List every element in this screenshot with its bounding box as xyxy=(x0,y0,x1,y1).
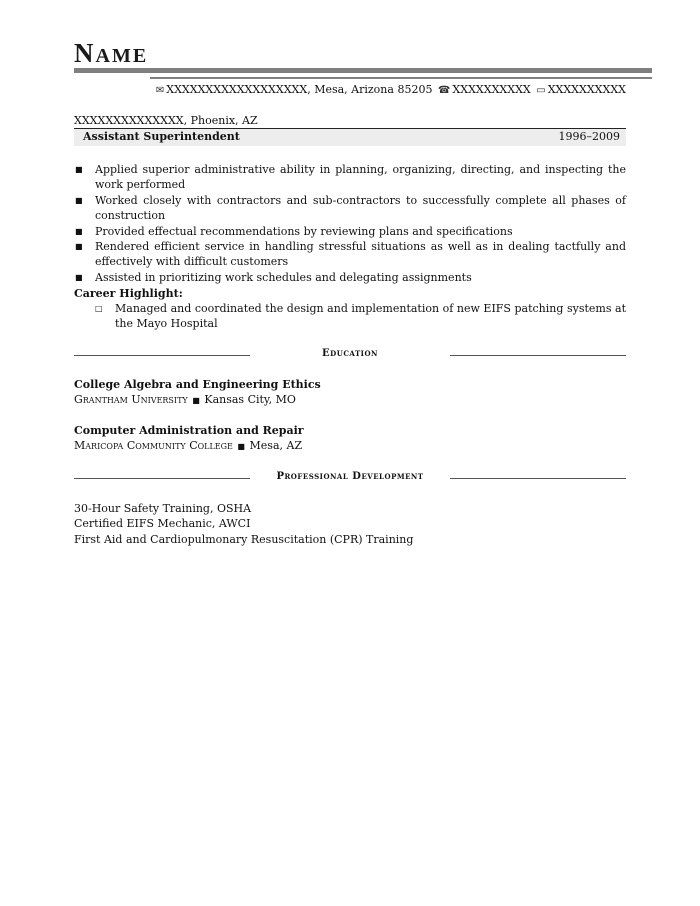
divider xyxy=(450,355,626,356)
career-highlight-item: □ Managed and coordinated the design and implementation of new EIFS patching systems at the Mayo Hospital xyxy=(95,302,626,331)
list-item: ■ Provided effectual recommendations by reviewing plans and specifications xyxy=(75,224,513,238)
education-course: College Algebra and Engineering Ethics xyxy=(74,378,321,391)
career-highlight-heading: Career Highlight: xyxy=(74,287,183,300)
square-bullet-icon: ■ xyxy=(75,242,83,252)
header-rule-thick xyxy=(74,68,652,73)
candidate-name: NAME xyxy=(74,38,149,68)
contact-email: XXXXXXXXXX xyxy=(547,83,626,96)
professional-development-heading: Professional Development xyxy=(74,470,626,484)
square-bullet-icon: ■ xyxy=(75,195,83,205)
duties-list xyxy=(74,162,626,285)
phone-icon: ☎ xyxy=(437,85,451,96)
separator-icon: ■ xyxy=(234,442,248,451)
professional-development-list xyxy=(74,501,413,547)
square-bullet-icon: ■ xyxy=(75,272,83,282)
separator-icon: ■ xyxy=(189,396,203,405)
list-item: ■ Applied superior administrative ability in planning, organizing, directing, and inspecting the work performed xyxy=(75,163,626,192)
job-dates: 1996–2009 xyxy=(558,130,620,143)
list-item: Certified EIFS Mechanic, AWCI xyxy=(74,517,251,531)
header-rule-thin xyxy=(150,77,652,79)
computer-icon: ▭ xyxy=(536,85,546,96)
contact-phone: XXXXXXXXXX xyxy=(452,83,531,96)
square-bullet-icon: ■ xyxy=(75,226,83,236)
list-item: ■ Worked closely with contractors and sub-contractors to successfully complete all phases of construction xyxy=(75,193,626,223)
envelope-icon: ✉ xyxy=(155,85,165,96)
hollow-square-bullet-icon: □ xyxy=(95,304,103,313)
list-item: ■ Rendered efficient service in handling stressful situations as well as in dealing tactfully and effectively with difficult customers xyxy=(75,240,626,269)
divider xyxy=(450,478,626,479)
contact-address: XXXXXXXXXXXXXXXXXX, Mesa, Arizona 85205 xyxy=(166,83,433,96)
employer-line: XXXXXXXXXXXXXX, Phoenix, AZ xyxy=(74,114,258,127)
job-title-bar xyxy=(74,128,626,146)
education-school-line: Maricopa Community College ■ Mesa, AZ xyxy=(74,439,303,452)
contact-line xyxy=(154,83,626,98)
education-school-line: Grantham University ■ Kansas City, MO xyxy=(74,393,296,406)
job-title: Assistant Superintendent xyxy=(83,130,240,143)
square-bullet-icon: ■ xyxy=(75,165,83,174)
education-course: Computer Administration and Repair xyxy=(74,424,304,437)
list-item: 30-Hour Safety Training, OSHA xyxy=(74,502,252,515)
list-item: ■ Assisted in prioritizing work schedules and delegating assignments xyxy=(75,270,472,284)
list-item: First Aid and Cardiopulmonary Resuscitation (CPR) Training xyxy=(74,532,414,546)
education-heading: Education xyxy=(74,347,626,361)
